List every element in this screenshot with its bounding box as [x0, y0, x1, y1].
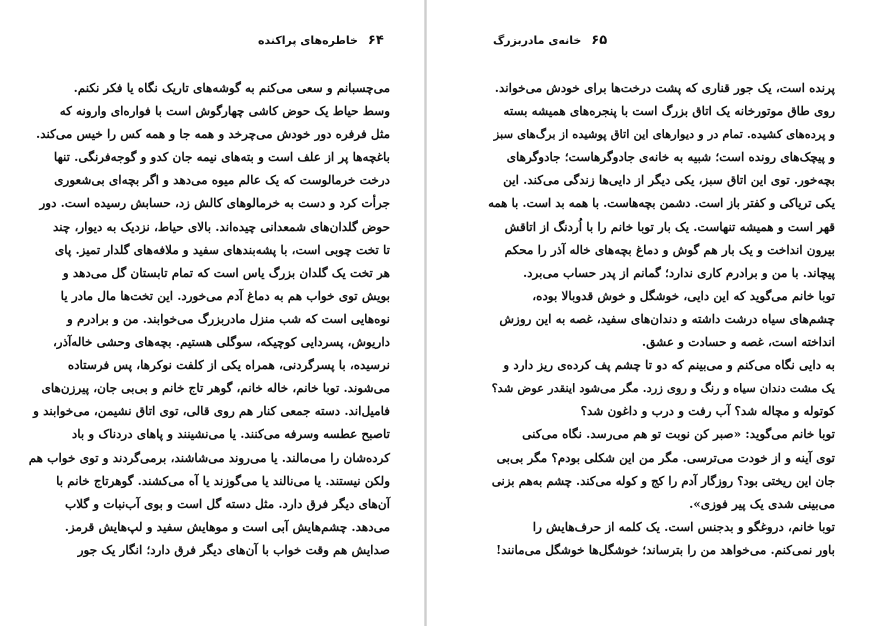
right-page-header	[493, 30, 607, 50]
text-line: توبا خانم می‌گوید: «صبر کن نوبت تو هم می‌رسد. نگاه می‌کنی	[522, 427, 835, 442]
text-line: انداخته است، غصه و حسادت و عشق.	[641, 335, 835, 350]
text-line: باور نمی‌کنم. می‌خواهد من را بترساند؛ خوشگل‌ها خوشگل می‌مانند!	[495, 542, 835, 557]
text-line: هر تخت یک گلدان بزرگ یاس است که تمام تابستان گل می‌دهد و	[62, 265, 390, 280]
text-line: و پیچک‌های رونده است؛ شبیه به خانه‌ی جادوگرهاست؛ جادوگرهای	[506, 150, 835, 165]
text-line: جرأت کرد و دست به خرمالوهای کالش زد، حسابش رسیده است. دور	[39, 196, 390, 211]
left-page-running-title: خاطره‌های پراکنده	[258, 33, 358, 47]
text-line: کوتوله و مچاله شد؟ آب رفت و درب و داغون شد؟	[580, 404, 835, 419]
text-line: بیرون انداخت و یک بار هم گوش و دماغ بچه‌های خاله آذر را محکم	[504, 242, 835, 257]
right-page-running-title: خانه‌ی مادربزرگ	[493, 33, 582, 47]
text-line: می‌چسبانم و سعی می‌کنم به گوشه‌های تاریک نگاه یا فکر نکنم.	[73, 81, 390, 95]
text-line: یکی تریاکی و کفتر باز است. دشمن بچه‌هاست. با همه بد است. با همه	[488, 196, 835, 211]
text-line: حوض گلدان‌های شمعدانی چیده‌اند. بالای حیاط، نزدیک به دیوار، چند	[52, 219, 390, 234]
text-line: روی طاق موتورخانه یک اتاق بزرگ است با پنجره‌های همیشه بسته	[503, 104, 835, 119]
text-line: توبا خانم، دروغگو و بدجنس است. یک کلمه از حرف‌هایش را	[532, 519, 835, 534]
text-line: نوه‌هایی است که شب منزل مادربزرگ می‌خوابند. من و برادرم و	[66, 311, 390, 326]
text-line: تا تخت چوبی است، با پشه‌بندهای سفید و ملافه‌های گلدار تمیز. پای	[54, 242, 390, 257]
text-line: بچه‌خور. توی این اتاق سبز، یکی دیگر از دایی‌ها زندگی می‌کند. این	[503, 173, 835, 188]
text-line: پرنده است، یک جور قناری که پشت درخت‌ها برای خودش می‌خواند.	[494, 81, 835, 95]
text-line: آن‌های دیگر فرق دارد. مثل دسته گل است و بوی آب‌نبات و گلاب	[64, 496, 390, 511]
text-line: می‌شوند. توبا خانم، خاله خانم، گوهر تاج خانم و بی‌بی جان، پیرزن‌های	[41, 381, 390, 396]
text-line: باغچه‌ها پر از علف است و بته‌های نیمه جان کدو و گوجه‌فرنگی. تنها	[53, 150, 390, 165]
left-page-text	[22, 77, 390, 562]
left-page-header	[258, 30, 384, 50]
text-line: می‌بینی شدی یک پیر فوزی».	[689, 496, 835, 511]
right-page	[427, 0, 873, 626]
text-line: تاصبح عطسه وسرفه می‌کنند. یا می‌نشینند و پاهای دردناک و باد	[71, 427, 390, 442]
text-line: نرسیده، با پسرگردنی، همراه یکی از کلفت نوکرها، پس فرستاده	[67, 358, 390, 373]
text-line: توی آینه و از خودت می‌ترسی. مگر من این شکلی بودم؟ مگر بی‌بی	[496, 450, 835, 465]
right-page-number: ۶۵	[591, 32, 608, 48]
text-line: کرده‌شان را می‌مالند. یا می‌روند می‌شاشند، برمی‌گردند و توی خواب هم	[28, 450, 390, 465]
left-page-number: ۶۴	[367, 32, 384, 48]
text-line: فامیل‌اند. دسته جمعی کنار هم روی قالی، توی اتاق نشیمن، می‌خوابند و	[33, 404, 390, 419]
text-line: داریوش، پسردایی کوچیکه، سوگلی هستیم. بچه‌های وحشی خاله‌آذر،	[52, 335, 390, 350]
text-line: درخت خرمالوست که یک عالم میوه می‌دهد و اگر بچه‌ای بی‌شعوری	[54, 173, 390, 188]
text-line: پیچاند. با من و برادرم کاری ندارد؛ گمانم از پدر حساب می‌برد.	[522, 265, 835, 280]
text-line: وسط حیاط یک حوض کاشی چهارگوش است با فواره‌ای وارونه که	[59, 104, 390, 119]
text-line: بویش توی خواب هم به دماغ آدم می‌خورد. این تخت‌ها مال مادر یا	[60, 288, 390, 303]
text-line: صدایش هم وقت خواب با آن‌های دیگر فرق دارد؛ انگار یک جور	[77, 542, 390, 557]
right-page-text	[487, 77, 835, 562]
text-line: مثل فرفره دور خودش می‌چرخد و همه جا و همه کس را خیس می‌کند.	[36, 127, 390, 142]
text-line: و پرده‌های کشیده. تمام در و دیوارهای این اتاق پوشیده از برگ‌های سبز	[493, 127, 835, 142]
left-page	[0, 0, 424, 626]
text-line: توبا خانم می‌گوید که این دایی، خوشگل و خوش قدوبالا بوده،	[532, 288, 835, 303]
text-line: ولکن نیستند. یا می‌نالند یا می‌گوزند یا آه می‌کشند. گوهرتاج خانم با	[56, 473, 390, 488]
text-line: به دایی نگاه می‌کنم و می‌بینم که دو تا چشم پف کرده‌ی ریز دارد و	[503, 358, 835, 373]
text-line: می‌دهد. چشم‌هایش آبی است و موهایش سفید و لپ‌هایش قرمز.	[64, 519, 390, 534]
text-line: جان این ریختی بود؟ روزگار آدم را کج و کوله می‌کند. چشم به‌هم بزنی	[491, 473, 835, 488]
text-line: قهر است و همیشه تنهاست. یک بار توبا خانم را با اُردنگ از اتاقش	[504, 219, 835, 234]
text-line: یک مشت دندان سیاه و رنگ و روی زرد. مگر می‌شود اینقدر عوض شد؟	[491, 381, 835, 396]
text-line: چشم‌های سیاه درشت داشته و دندان‌های سفید، غصه به این روزش	[499, 311, 835, 326]
